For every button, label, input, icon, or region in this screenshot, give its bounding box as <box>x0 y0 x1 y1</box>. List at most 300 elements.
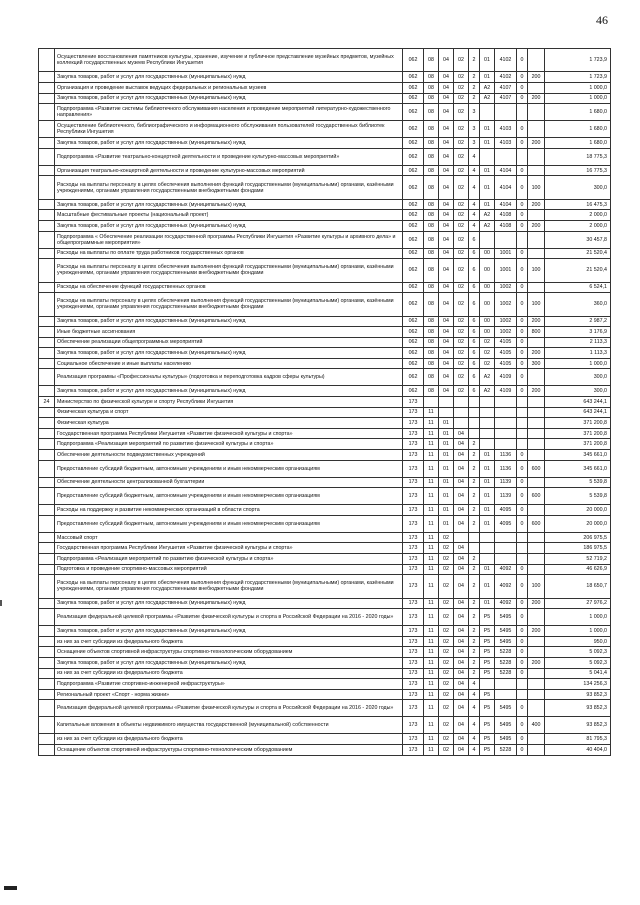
code-program: 02 <box>454 199 469 210</box>
amount: 1 680,0 <box>545 121 611 138</box>
code-ministry: 062 <box>403 49 424 72</box>
code-direction: 00 <box>480 259 495 282</box>
code-ministry: 062 <box>403 210 424 221</box>
code-direction: 02 <box>480 348 495 359</box>
code-subprogram: 2 <box>469 657 480 668</box>
code-ministry: 062 <box>403 259 424 282</box>
code-article: 4102 <box>495 72 517 83</box>
code-suffix <box>517 148 528 165</box>
row-number: 24 <box>39 397 55 408</box>
code-subsection: 04 <box>439 104 454 121</box>
code-suffix <box>517 689 528 700</box>
code-direction: 01 <box>480 450 495 461</box>
expense-name: Закупка товаров, работ и услуг для государственных (муниципальных) нужд <box>55 220 403 231</box>
code-subsection: 04 <box>439 386 454 397</box>
row-number <box>39 121 55 138</box>
table-row <box>39 532 611 543</box>
code-article <box>495 554 517 565</box>
code-subsection: 02 <box>439 689 454 700</box>
code-suffix: 0 <box>517 327 528 338</box>
code-subsection: 01 <box>439 428 454 439</box>
table-row <box>39 121 611 138</box>
table-row <box>39 210 611 221</box>
amount: 16 475,3 <box>545 199 611 210</box>
row-number <box>39 259 55 282</box>
code-ministry: 173 <box>403 460 424 477</box>
code-direction: 01 <box>480 575 495 598</box>
table-row <box>39 248 611 259</box>
row-number <box>39 199 55 210</box>
code-subprogram: 2 <box>469 505 480 516</box>
amount: 21 520,4 <box>545 259 611 282</box>
table-row <box>39 358 611 369</box>
table-row <box>39 717 611 734</box>
amount: 2 000,0 <box>545 210 611 221</box>
code-expense-type <box>528 148 545 165</box>
code-subsection <box>439 407 454 418</box>
code-subprogram: 2 <box>469 477 480 488</box>
code-subsection: 02 <box>439 679 454 690</box>
code-ministry: 173 <box>403 397 424 408</box>
table-row <box>39 148 611 165</box>
code-direction <box>480 679 495 690</box>
amount: 360,0 <box>545 293 611 316</box>
code-section: 11 <box>424 598 439 609</box>
code-direction: 01 <box>480 121 495 138</box>
code-subprogram: 6 <box>469 327 480 338</box>
row-number <box>39 515 55 532</box>
code-suffix: 0 <box>517 575 528 598</box>
code-suffix: 0 <box>517 176 528 199</box>
code-expense-type: 100 <box>528 176 545 199</box>
code-expense-type <box>528 282 545 293</box>
code-expense-type <box>528 668 545 679</box>
amount: 93 852,3 <box>545 717 611 734</box>
expense-name: Подпрограмма «Реализация мероприятий по развитию физической культуры и спорта» <box>55 439 403 450</box>
code-section: 08 <box>424 165 439 176</box>
amount: 52 719,2 <box>545 554 611 565</box>
code-subsection: 02 <box>439 647 454 658</box>
expense-name: из них за счет субсидии из федерального бюджета <box>55 668 403 679</box>
code-program: 04 <box>454 609 469 626</box>
amount: 1 000,0 <box>545 358 611 369</box>
code-section: 11 <box>424 609 439 626</box>
code-subprogram: 3 <box>469 104 480 121</box>
code-expense-type: 200 <box>528 348 545 359</box>
code-section: 11 <box>424 407 439 418</box>
code-section: 08 <box>424 231 439 248</box>
code-ministry: 062 <box>403 282 424 293</box>
table-row <box>39 564 611 575</box>
code-ministry: 062 <box>403 220 424 231</box>
code-expense-type <box>528 477 545 488</box>
table-row <box>39 316 611 327</box>
code-subsection: 02 <box>439 657 454 668</box>
amount: 2 113,3 <box>545 337 611 348</box>
code-expense-type: 600 <box>528 460 545 477</box>
code-suffix: 0 <box>517 386 528 397</box>
code-subprogram: 2 <box>469 554 480 565</box>
code-section: 11 <box>424 515 439 532</box>
code-article: 5495 <box>495 700 517 717</box>
code-direction <box>480 418 495 429</box>
table-row <box>39 93 611 104</box>
row-number <box>39 316 55 327</box>
code-article: 4107 <box>495 93 517 104</box>
code-subprogram: 2 <box>469 82 480 93</box>
code-article: 4105 <box>495 337 517 348</box>
table-row <box>39 337 611 348</box>
code-program: 04 <box>454 689 469 700</box>
code-ministry: 173 <box>403 564 424 575</box>
code-subprogram: 6 <box>469 337 480 348</box>
code-subprogram: 4 <box>469 148 480 165</box>
code-subsection: 04 <box>439 72 454 83</box>
table-row <box>39 282 611 293</box>
code-article: 1001 <box>495 248 517 259</box>
amount: 371 200,8 <box>545 418 611 429</box>
code-article <box>495 679 517 690</box>
code-subsection: 04 <box>439 293 454 316</box>
code-ministry: 062 <box>403 138 424 149</box>
code-direction: P5 <box>480 609 495 626</box>
code-section: 08 <box>424 316 439 327</box>
code-ministry: 173 <box>403 515 424 532</box>
expense-name: Предоставление субсидий бюджетным, автономным учреждениям и иным некоммерческим организациям <box>55 488 403 505</box>
row-number <box>39 700 55 717</box>
code-expense-type: 200 <box>528 657 545 668</box>
code-subprogram: 2 <box>469 609 480 626</box>
code-direction: P5 <box>480 668 495 679</box>
code-expense-type <box>528 248 545 259</box>
row-number <box>39 428 55 439</box>
code-article: 1139 <box>495 488 517 505</box>
code-subsection: 02 <box>439 668 454 679</box>
row-number <box>39 668 55 679</box>
code-subprogram: 2 <box>469 450 480 461</box>
code-suffix: 0 <box>517 121 528 138</box>
code-ministry: 062 <box>403 337 424 348</box>
code-subprogram: 4 <box>469 744 480 755</box>
code-article: 4103 <box>495 121 517 138</box>
code-ministry: 062 <box>403 231 424 248</box>
code-section: 08 <box>424 210 439 221</box>
amount: 21 520,4 <box>545 248 611 259</box>
code-section: 11 <box>424 657 439 668</box>
code-expense-type <box>528 450 545 461</box>
code-expense-type <box>528 636 545 647</box>
code-article: 4109 <box>495 369 517 386</box>
code-expense-type: 100 <box>528 259 545 282</box>
code-program: 04 <box>454 626 469 637</box>
code-program: 04 <box>454 744 469 755</box>
code-suffix: 0 <box>517 49 528 72</box>
row-number <box>39 532 55 543</box>
code-program: 02 <box>454 138 469 149</box>
expense-name: Организация театрально-концертной деятельности и проведение культурно-массовых мероприятий <box>55 165 403 176</box>
code-program <box>454 397 469 408</box>
expense-name: Оснащение объектов спортивной инфраструктуры спортивно-технологическим оборудованием <box>55 647 403 658</box>
code-suffix <box>517 428 528 439</box>
code-section: 11 <box>424 668 439 679</box>
table-row <box>39 657 611 668</box>
code-section: 11 <box>424 532 439 543</box>
code-expense-type <box>528 532 545 543</box>
code-subprogram: 6 <box>469 386 480 397</box>
code-section: 08 <box>424 199 439 210</box>
code-expense-type <box>528 397 545 408</box>
code-suffix: 0 <box>517 626 528 637</box>
table-row <box>39 636 611 647</box>
expense-name: из них за счет субсидии из федерального бюджета <box>55 636 403 647</box>
row-number <box>39 358 55 369</box>
code-suffix <box>517 554 528 565</box>
code-article <box>495 689 517 700</box>
code-direction: 01 <box>480 176 495 199</box>
row-number <box>39 717 55 734</box>
code-article: 1139 <box>495 477 517 488</box>
code-subsection: 02 <box>439 564 454 575</box>
code-suffix: 0 <box>517 316 528 327</box>
table-row <box>39 505 611 516</box>
code-ministry: 173 <box>403 734 424 745</box>
code-direction: 01 <box>480 165 495 176</box>
code-program: 04 <box>454 647 469 658</box>
expense-name: Закупка товаров, работ и услуг для государственных (муниципальных) нужд <box>55 386 403 397</box>
code-section: 08 <box>424 259 439 282</box>
table-row <box>39 700 611 717</box>
budget-table-body <box>39 49 611 756</box>
amount: 18 650,7 <box>545 575 611 598</box>
expense-name: Закупка товаров, работ и услуг для государственных (муниципальных) нужд <box>55 598 403 609</box>
code-program: 04 <box>454 460 469 477</box>
code-ministry: 173 <box>403 439 424 450</box>
code-expense-type <box>528 428 545 439</box>
code-section: 11 <box>424 647 439 658</box>
code-expense-type <box>528 647 545 658</box>
code-program: 04 <box>454 488 469 505</box>
row-number <box>39 439 55 450</box>
table-row <box>39 165 611 176</box>
code-suffix: 0 <box>517 477 528 488</box>
code-suffix <box>517 231 528 248</box>
code-article <box>495 418 517 429</box>
code-direction: P5 <box>480 700 495 717</box>
row-number <box>39 689 55 700</box>
expense-name: Оснащение объектов спортивной инфраструктуры спортивно-технологическим оборудованием <box>55 744 403 755</box>
expense-name: Министерство по физической культуре и спорту Республики Ингушетия <box>55 397 403 408</box>
code-subsection: 04 <box>439 316 454 327</box>
code-suffix: 0 <box>517 337 528 348</box>
code-subsection: 04 <box>439 231 454 248</box>
table-row <box>39 369 611 386</box>
code-section: 11 <box>424 717 439 734</box>
code-subsection: 04 <box>439 337 454 348</box>
code-direction: P5 <box>480 717 495 734</box>
code-ministry: 173 <box>403 636 424 647</box>
code-section: 08 <box>424 138 439 149</box>
code-expense-type <box>528 418 545 429</box>
code-article: 4095 <box>495 505 517 516</box>
code-article: 1136 <box>495 450 517 461</box>
code-ministry: 173 <box>403 626 424 637</box>
code-section: 11 <box>424 439 439 450</box>
code-program: 02 <box>454 369 469 386</box>
code-subprogram: 6 <box>469 282 480 293</box>
code-section: 11 <box>424 564 439 575</box>
amount: 5 092,3 <box>545 657 611 668</box>
code-subprogram: 4 <box>469 220 480 231</box>
code-ministry: 062 <box>403 93 424 104</box>
code-direction <box>480 231 495 248</box>
code-subprogram: 6 <box>469 248 480 259</box>
code-expense-type <box>528 121 545 138</box>
code-ministry: 173 <box>403 598 424 609</box>
code-subprogram: 4 <box>469 700 480 717</box>
code-direction: 02 <box>480 337 495 348</box>
table-row <box>39 220 611 231</box>
table-row <box>39 689 611 700</box>
code-subprogram: 4 <box>469 165 480 176</box>
code-section: 11 <box>424 488 439 505</box>
code-direction: A2 <box>480 386 495 397</box>
code-expense-type: 300 <box>528 358 545 369</box>
code-direction: 01 <box>480 460 495 477</box>
code-expense-type: 800 <box>528 327 545 338</box>
code-subprogram: 4 <box>469 734 480 745</box>
code-ministry: 062 <box>403 121 424 138</box>
code-article: 4105 <box>495 358 517 369</box>
code-section: 11 <box>424 575 439 598</box>
row-number <box>39 82 55 93</box>
code-subsection: 01 <box>439 418 454 429</box>
expense-name: Региональный проект «Спорт - норма жизни» <box>55 689 403 700</box>
table-row <box>39 327 611 338</box>
code-program: 04 <box>454 636 469 647</box>
code-ministry: 173 <box>403 428 424 439</box>
table-row <box>39 450 611 461</box>
code-suffix: 0 <box>517 668 528 679</box>
code-ministry: 173 <box>403 657 424 668</box>
code-expense-type <box>528 82 545 93</box>
code-expense-type <box>528 407 545 418</box>
table-row <box>39 397 611 408</box>
code-section: 11 <box>424 460 439 477</box>
code-program <box>454 418 469 429</box>
table-row <box>39 734 611 745</box>
row-number <box>39 488 55 505</box>
code-direction: P5 <box>480 744 495 755</box>
code-direction: A2 <box>480 210 495 221</box>
table-row <box>39 575 611 598</box>
row-number <box>39 609 55 626</box>
code-program: 02 <box>454 220 469 231</box>
code-suffix: 0 <box>517 72 528 83</box>
code-expense-type <box>528 165 545 176</box>
code-section: 08 <box>424 337 439 348</box>
code-ministry: 173 <box>403 575 424 598</box>
amount: 206 975,5 <box>545 532 611 543</box>
code-direction: A2 <box>480 369 495 386</box>
code-article: 5228 <box>495 647 517 658</box>
amount: 5 539,8 <box>545 488 611 505</box>
table-row <box>39 515 611 532</box>
code-article: 4095 <box>495 515 517 532</box>
expense-name: Расходы на выплаты персоналу в целях обеспечения выполнения функций государственными (муниципальными) органами, казёнными учреждениями, органами управления государственными внебюджетными фондами <box>55 176 403 199</box>
row-number <box>39 327 55 338</box>
code-article: 4092 <box>495 598 517 609</box>
code-ministry: 173 <box>403 744 424 755</box>
code-expense-type: 200 <box>528 220 545 231</box>
code-program: 04 <box>454 717 469 734</box>
row-number <box>39 93 55 104</box>
code-program <box>454 407 469 418</box>
code-ministry: 173 <box>403 700 424 717</box>
code-subprogram: 6 <box>469 348 480 359</box>
amount: 1 000,0 <box>545 626 611 637</box>
code-suffix <box>517 104 528 121</box>
expense-name: Иные бюджетные ассигнования <box>55 327 403 338</box>
code-suffix: 0 <box>517 165 528 176</box>
code-program: 04 <box>454 679 469 690</box>
code-ministry: 173 <box>403 679 424 690</box>
code-suffix: 0 <box>517 138 528 149</box>
amount: 40 404,0 <box>545 744 611 755</box>
code-section: 08 <box>424 49 439 72</box>
code-subsection: 02 <box>439 717 454 734</box>
code-expense-type: 200 <box>528 386 545 397</box>
table-row <box>39 598 611 609</box>
expense-name: из них за счет субсидии из федерального бюджета <box>55 734 403 745</box>
code-ministry: 062 <box>403 348 424 359</box>
budget-table <box>38 48 611 756</box>
row-number <box>39 72 55 83</box>
code-section: 11 <box>424 700 439 717</box>
expense-name: Предоставление субсидий бюджетным, автономным учреждениям и иным некоммерческим организациям <box>55 460 403 477</box>
code-expense-type: 200 <box>528 626 545 637</box>
code-program: 02 <box>454 82 469 93</box>
code-article <box>495 439 517 450</box>
row-number <box>39 369 55 386</box>
code-subsection: 04 <box>439 82 454 93</box>
code-program: 02 <box>454 337 469 348</box>
expense-name: Закупка товаров, работ и услуг для государственных (муниципальных) нужд <box>55 72 403 83</box>
code-program: 02 <box>454 316 469 327</box>
code-suffix <box>517 407 528 418</box>
code-program: 02 <box>454 49 469 72</box>
code-section: 11 <box>424 626 439 637</box>
code-subsection: 01 <box>439 505 454 516</box>
code-suffix: 0 <box>517 199 528 210</box>
code-subprogram: 4 <box>469 176 480 199</box>
code-program: 02 <box>454 327 469 338</box>
code-section: 08 <box>424 369 439 386</box>
code-program: 02 <box>454 148 469 165</box>
code-subprogram: 2 <box>469 49 480 72</box>
code-direction: 01 <box>480 515 495 532</box>
code-direction: 00 <box>480 327 495 338</box>
expense-name: Закупка товаров, работ и услуг для государственных (муниципальных) нужд <box>55 626 403 637</box>
code-program: 04 <box>454 554 469 565</box>
code-subprogram: 4 <box>469 717 480 734</box>
expense-name: Реализация федеральной целевой программы «Развитие физической культуры и спорта в Российской Федерации на 2016 - 2020 годы» <box>55 700 403 717</box>
code-direction: 01 <box>480 564 495 575</box>
code-subprogram: 2 <box>469 668 480 679</box>
code-section: 08 <box>424 348 439 359</box>
code-direction: 01 <box>480 49 495 72</box>
code-direction <box>480 532 495 543</box>
code-subprogram: 6 <box>469 369 480 386</box>
